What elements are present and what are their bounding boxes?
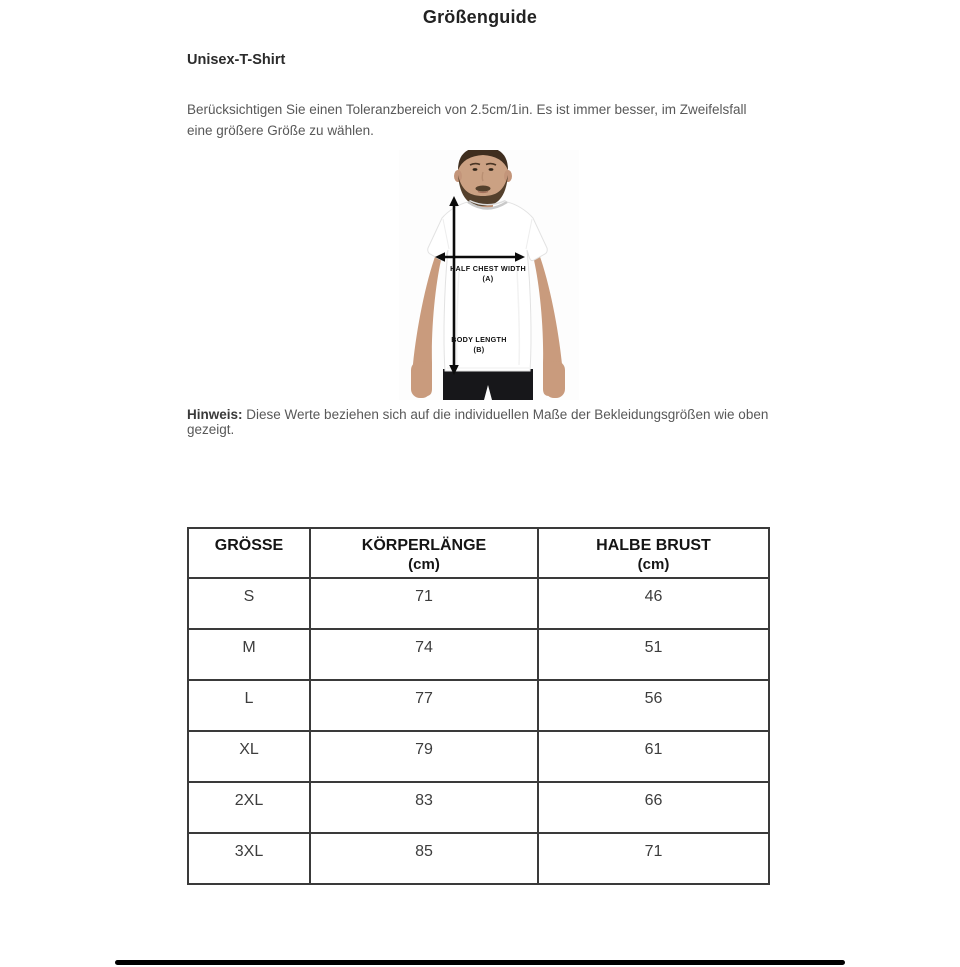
- half-chest-key: (A): [482, 274, 494, 283]
- table-row-m: [188, 629, 769, 680]
- hint-note: [187, 407, 769, 437]
- table-row-3xl: [188, 833, 769, 884]
- cell-half-chest: 56: [538, 680, 769, 731]
- size-table: [187, 527, 770, 885]
- tshirt-model-photo: [399, 150, 579, 400]
- cell-half-chest: 61: [538, 731, 769, 782]
- tolerance-note: Berücksichtigen Sie einen Toleranzbereich von 2.5cm/1in. Es ist immer besser, im Zweifelsfall eine größere Größe zu wählen.: [187, 102, 747, 138]
- product-heading: Unisex-T-Shirt: [187, 52, 286, 68]
- column-header-body-length: KÖRPERLÄNGE (cm): [310, 528, 538, 578]
- cell-half-chest: 51: [538, 629, 769, 680]
- cell-body-length: 85: [310, 833, 538, 884]
- cell-size: S: [188, 578, 310, 629]
- right-hand: [545, 361, 565, 398]
- cell-half-chest: 71: [538, 833, 769, 884]
- table-row-s: [188, 578, 769, 629]
- table-row-2xl: [188, 782, 769, 833]
- body-length-label: BODY LENGTH: [451, 335, 507, 344]
- cell-body-length: 83: [310, 782, 538, 833]
- hint-text: Diese Werte beziehen sich auf die individuellen Maße der Bekleidungsgrößen wie oben gezeigt.: [187, 407, 769, 437]
- cell-body-length: 79: [310, 731, 538, 782]
- cell-size: M: [188, 629, 310, 680]
- column-header-half-chest: HALBE BRUST (cm): [538, 528, 769, 578]
- cell-body-length: 71: [310, 578, 538, 629]
- half-chest-label: HALF CHEST WIDTH: [450, 264, 526, 273]
- column-header-size: GRÖSSE: [188, 528, 310, 578]
- table-row-xl: [188, 731, 769, 782]
- left-hand: [411, 361, 431, 398]
- size-guide-content: [187, 52, 769, 885]
- page-title: Größenguide: [422, 7, 538, 27]
- cell-size: XL: [188, 731, 310, 782]
- hint-label: Hinweis:: [187, 407, 243, 422]
- cell-size: L: [188, 680, 310, 731]
- size-table-header-row: [188, 528, 769, 578]
- cell-half-chest: 66: [538, 782, 769, 833]
- bottom-bar: [115, 960, 845, 965]
- body-length-key: (B): [473, 345, 485, 354]
- cell-body-length: 77: [310, 680, 538, 731]
- cell-body-length: 74: [310, 629, 538, 680]
- cell-half-chest: 46: [538, 578, 769, 629]
- table-row-l: [188, 680, 769, 731]
- cell-size: 2XL: [188, 782, 310, 833]
- cell-size: 3XL: [188, 833, 310, 884]
- tshirt: [428, 201, 548, 372]
- measurement-figure: [399, 150, 579, 400]
